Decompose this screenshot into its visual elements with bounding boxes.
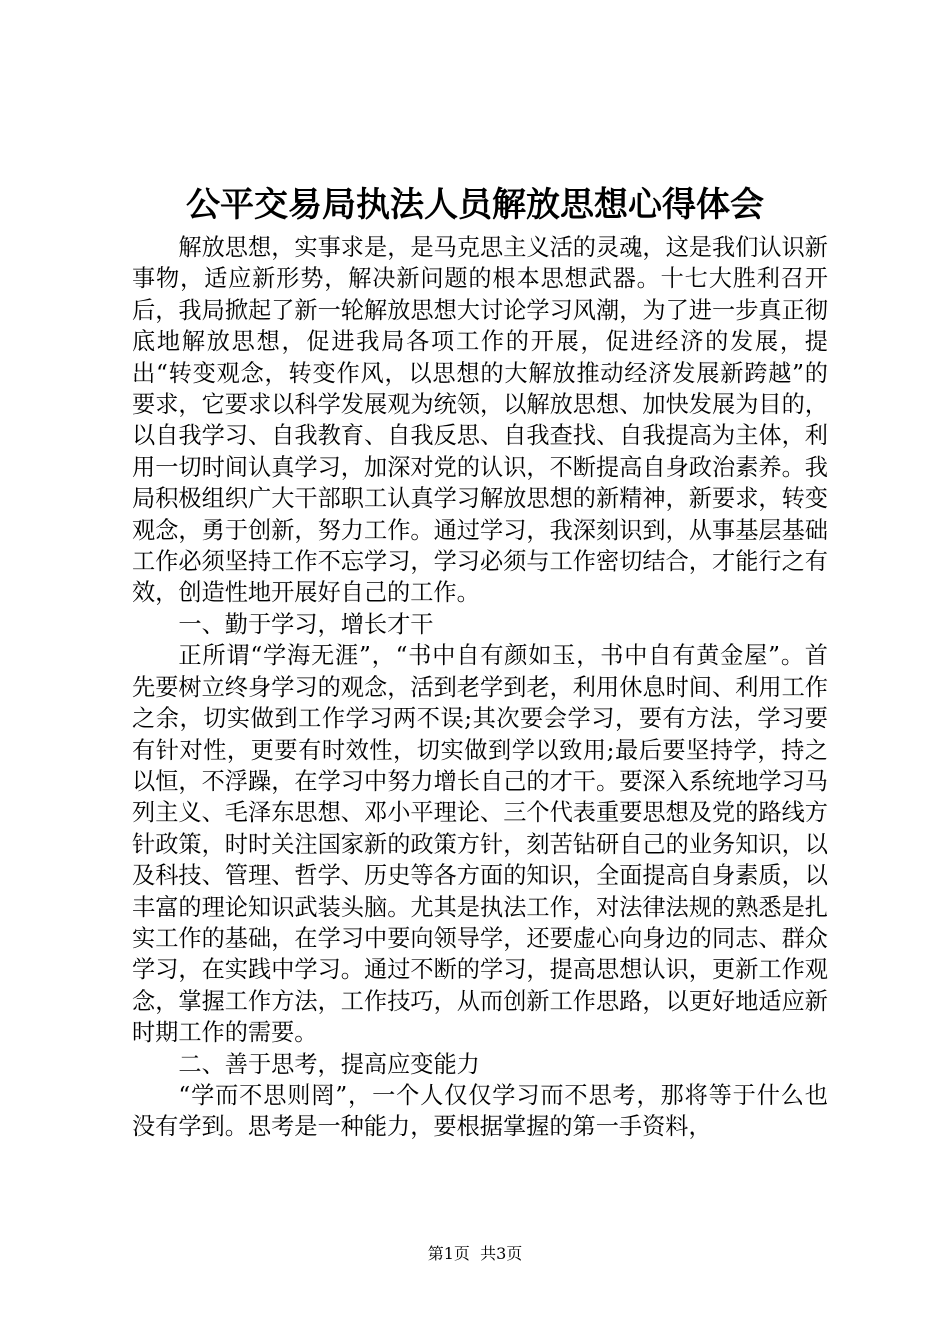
- document-body: [132, 232, 828, 1143]
- page-total: 共3页: [480, 1244, 523, 1263]
- paragraph-section-2: “学而不思则罔”，一个人仅仅学习而不思考，那将等于什么也没有学到。思考是一种能力，要根据掌握的第一手资料，: [132, 1081, 828, 1141]
- paragraph-section-1: 正所谓“学海无涯”，“书中自有颜如玉，书中自有黄金屋”。首先要树立终身学习的观念，活到老学到老，利用休息时间、利用工作之余，切实做到工作学习两不误;其次要会学习，要有方法，学习要有针对性，更要有时效性，切实做到学以致用;最后要坚持学，持之以恒，不浮躁，在学习中努力增长自己的才干。要深入系统地学习马列主义、毛泽东思想、邓小平理论、三个代表重要思想及党的路线方针政策，时时关注国家新的政策方针，刻苦钻研自己的业务知识，以及科技、管理、哲学、历史等各方面的知识，全面提高自身素质，以丰富的理论知识武装头脑。尤其是执法工作，对法律法规的熟悉是扎实工作的基础，在学习中要向领导学，还要虚心向身边的同志、群众学习，在实践中学习。通过不断的学习，提高思想认识，更新工作观念，掌握工作方法，工作技巧，从而创新工作思路，以更好地适应新时期工作的需要。: [132, 642, 828, 1047]
- section-heading-1: 一、勤于学习，增长才干: [178, 610, 434, 638]
- page-number: 第1页: [427, 1244, 470, 1263]
- paragraph-intro: 解放思想，实事求是，是马克思主义活的灵魂，这是我们认识新事物，适应新形势，解决新问题的根本思想武器。十七大胜利召开后，我局掀起了新一轮解放思想大讨论学习风潮，为了进一步真正彻底地解放思想，促进我局各项工作的开展，促进经济的发展，提出“转变观念，转变作风，以思想的大解放推动经济发展新跨越”的要求，它要求以科学发展观为统领，以解放思想、加快发展为目的，以自我学习、自我教育、自我反思、自我查找、自我提高为主体，利用一切时间认真学习，加深对党的认识，不断提高自身政治素养。我局积极组织广大干部职工认真学习解放思想的新精神，新要求，转变观念，勇于创新，努力工作。通过学习，我深刻识到，从事基层基础工作必须坚持工作不忘学习，学习必须与工作密切结合，才能行之有效，创造性地开展好自己的工作。: [132, 234, 828, 607]
- page-footer: [0, 1242, 950, 1266]
- document-title: 公平交易局执法人员解放思想心得体会: [186, 185, 764, 225]
- section-heading-2: 二、善于思考，提高应变能力: [178, 1050, 480, 1078]
